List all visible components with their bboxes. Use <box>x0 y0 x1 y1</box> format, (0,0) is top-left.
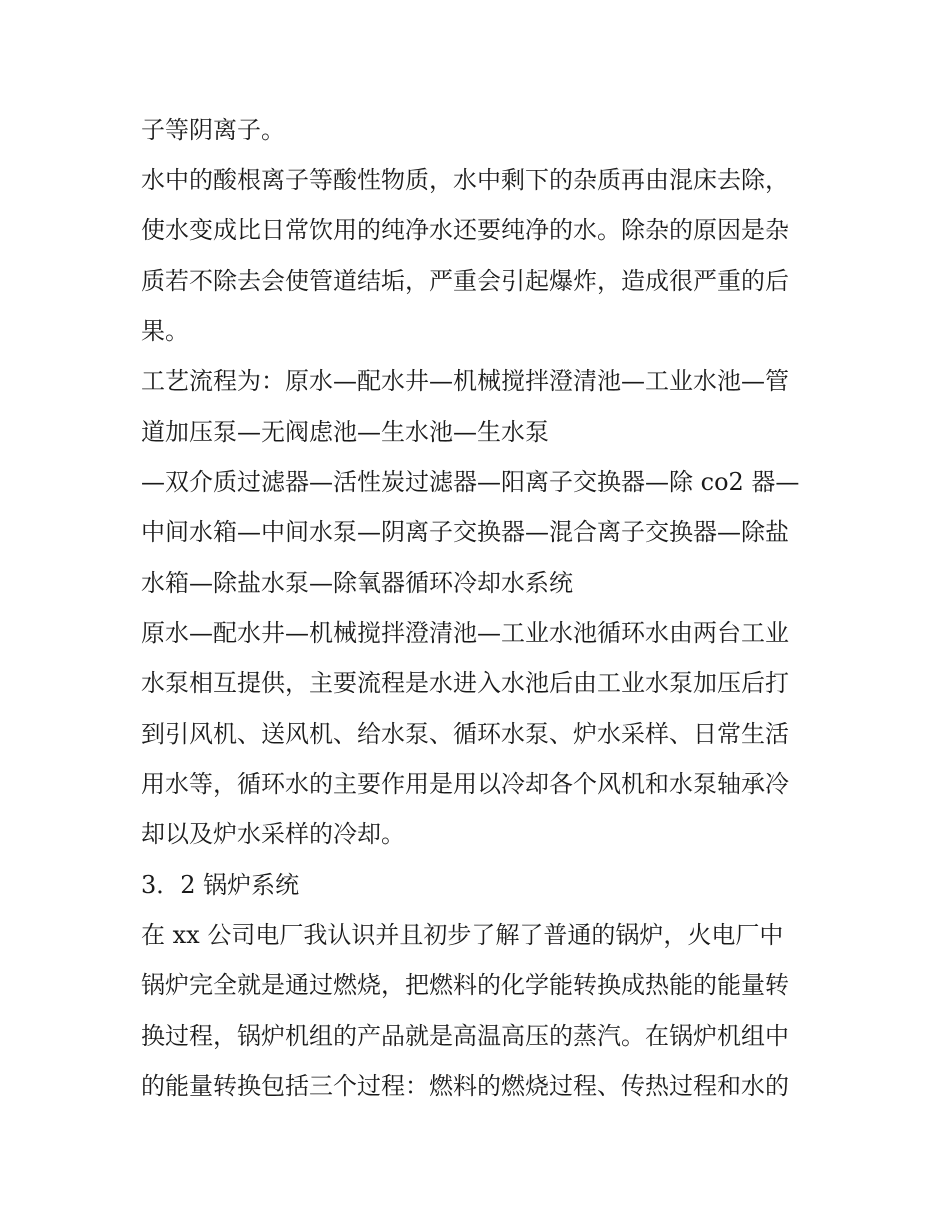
text-line: 原水—配水井—机械搅拌澄清池—工业水池循环水由两台工业 <box>141 619 789 647</box>
text-line: 质若不除去会使管道结垢，严重会引起爆炸，造成很严重的后 <box>141 267 789 295</box>
text-line: 锅炉完全就是通过燃烧，把燃料的化学能转换成热能的能量转 <box>141 971 789 999</box>
text-line: 道加压泵—无阀虑池—生水池—生水泵 <box>141 418 549 446</box>
text-line: 在 xx 公司电厂我认识并且初步了解了普通的锅炉，火电厂中 <box>141 921 784 949</box>
text-line: 用水等，循环水的主要作用是用以冷却各个风机和水泵轴承冷 <box>141 770 789 798</box>
text-line: 工艺流程为：原水—配水井—机械搅拌澄清池—工业水池—管 <box>141 367 789 395</box>
text-line: 使水变成比日常饮用的纯净水还要纯净的水。除杂的原因是杂 <box>141 216 789 244</box>
text-line: 到引风机、送风机、给水泵、循环水泵、炉水采样、日常生活 <box>141 720 789 748</box>
text-line: 水中的酸根离子等酸性物质，水中剩下的杂质再由混床去除， <box>141 166 789 194</box>
text-line: 水箱—除盐水泵—除氧器循环冷却水系统 <box>141 569 573 597</box>
section-heading: 3．2 锅炉系统 <box>141 871 300 899</box>
text-line: 水泵相互提供，主要流程是水进入水池后由工业水泵加压后打 <box>141 669 789 697</box>
text-line: —双介质过滤器—活性炭过滤器—阳离子交换器—除 co2 器— <box>141 468 800 496</box>
text-line: 却以及炉水采样的冷却。 <box>141 820 405 848</box>
text-line: 的能量转换包括三个过程：燃料的燃烧过程、传热过程和水的 <box>141 1072 789 1100</box>
text-line: 中间水箱—中间水泵—阴离子交换器—混合离子交换器—除盐 <box>141 518 789 546</box>
text-line: 果。 <box>141 317 189 345</box>
text-line: 子等阴离子。 <box>141 116 285 144</box>
text-line: 换过程，锅炉机组的产品就是高温高压的蒸汽。在锅炉机组中 <box>141 1022 789 1050</box>
